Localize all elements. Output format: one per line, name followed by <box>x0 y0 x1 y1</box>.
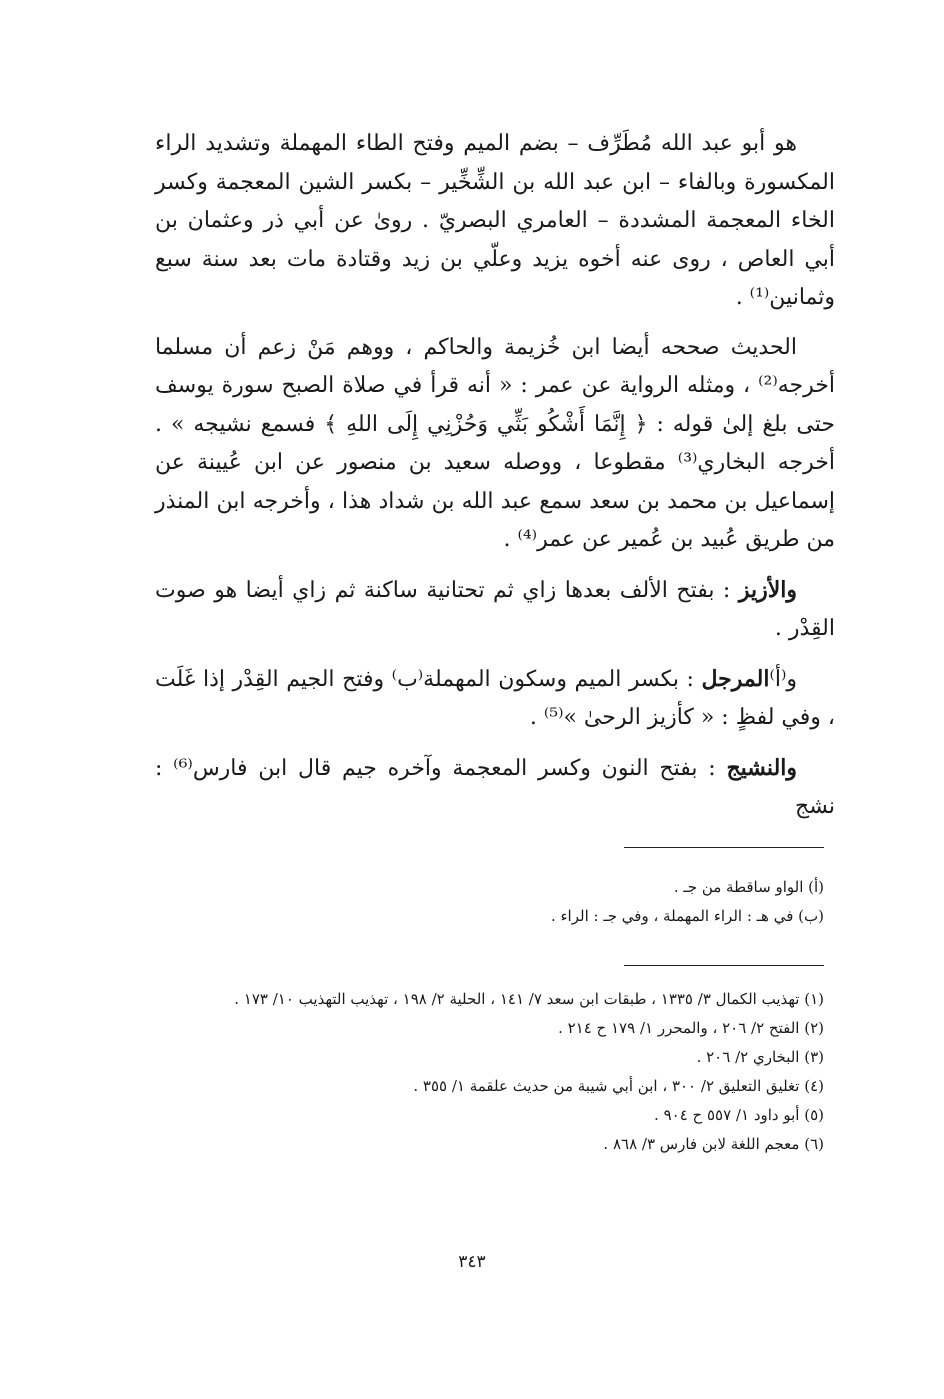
reference-footnotes <box>154 985 824 1159</box>
paragraph-5 <box>155 749 835 827</box>
term-al-nashij: والنشيج <box>726 754 798 781</box>
paragraph-4-prefix: و⁽أ⁾ <box>769 666 797 692</box>
footnote-divider-letters <box>624 847 824 848</box>
footnote-6: (٦) معجم اللغة لابن فارس ٣/ ٨٦٨ . <box>603 1135 824 1153</box>
paragraph-3 <box>155 571 835 649</box>
footnote-4: (٤) تغليق التعليق ٢/ ٣٠٠ ، ابن أبي شيبة من حديث علقمة ١/ ٣٥٥ . <box>413 1077 824 1095</box>
variant-footnotes <box>154 873 824 931</box>
paragraph-1 <box>155 125 835 318</box>
term-al-aziz: والأزيز <box>738 576 797 603</box>
paragraph-4 <box>155 660 835 738</box>
footnote-2: (٢) الفتح ٢/ ٢٠٦ ، والمحرر ١/ ١٧٩ ح ٢١٤ . <box>558 1019 824 1037</box>
paragraph-2-text: الحديث صححه أيضا ابن خُزيمة والحاكم ، ووهم مَنْ زعم أن مسلما أخرجه⁽²⁾ ، ومثله الرواية عن عمر : « أنه قرأ في صلاة الصبح سورة يوسف حتى بلغ إلىٰ قوله : ﴿ إِنَّمَا أَشْكُو بَثِّي وَحُزْنِي إِلَى اللهِ ﴾ فسمع نشيجه » . أخرجه البخاري⁽³⁾ مقطوعا ، ووصله سعيد بن منصور عن ابن عُيينة عن إسماعيل بن محمد بن سعد سمع عبد الله بن شداد هذا ، وأخرجه ابن المنذر من طريق عُبيد بن عُمير عن عمر⁽⁴⁾ . <box>155 334 836 552</box>
footnote-alif: (أ) الواو ساقطة من جـ . <box>673 878 824 896</box>
paragraph-4-text: : بكسر الميم وسكون المهملة⁽ب⁾ وفتح الجيم القِدْر إذا غَلَت ، وفي لفظٍ : « كأزيز الرحىٰ »⁽⁵⁾ . <box>155 666 835 730</box>
main-text <box>155 125 835 838</box>
paragraph-3-text: : بفتح الألف بعدها زاي ثم تحتانية ساكنة ثم زاي أيضا هو صوت القِدْر . <box>155 577 835 641</box>
paragraph-2 <box>155 329 835 560</box>
footnote-3: (٣) البخاري ٢/ ٢٠٦ . <box>696 1048 824 1066</box>
term-al-mirjal: المرجل <box>701 665 770 692</box>
footnote-5: (٥) أبو داود ١/ ٥٥٧ ح ٩٠٤ . <box>654 1106 824 1124</box>
footnote-divider-numbers <box>624 965 824 966</box>
footnote-ba: (ب) في هـ : الراء المهملة ، وفي جـ : الراء . <box>550 907 824 925</box>
footnote-1: (١) تهذيب الكمال ٣/ ١٣٣٥ ، طبقات ابن سعد ٧/ ١٤١ ، الحلية ٢/ ١٩٨ ، تهذيب التهذيب ١٠/ ١٧٣ . <box>234 990 824 1008</box>
paragraph-1-text: هو أبو عبد الله مُطَرِّف – بضم الميم وفتح الطاء المهملة وتشديد الراء المكسورة وبالفاء – ابن عبد الله بن الشِّخِّير – بكسر الشين المعجمة وكسر الخاء المعجمة المشددة – العامري البصريّ . روىٰ عن أبي ذر وعثمان بن أبي العاص ، روى عنه أخوه يزيد وعلّي بن زيد وقتادة مات بعد سنة سبع وثمانين⁽¹⁾ . <box>155 131 835 310</box>
paragraph-5-text: : بفتح النون وكسر المعجمة وآخره جيم قال ابن فارس⁽⁶⁾ : نشج <box>155 755 835 819</box>
page-number: ٣٤٣ <box>458 1252 486 1272</box>
